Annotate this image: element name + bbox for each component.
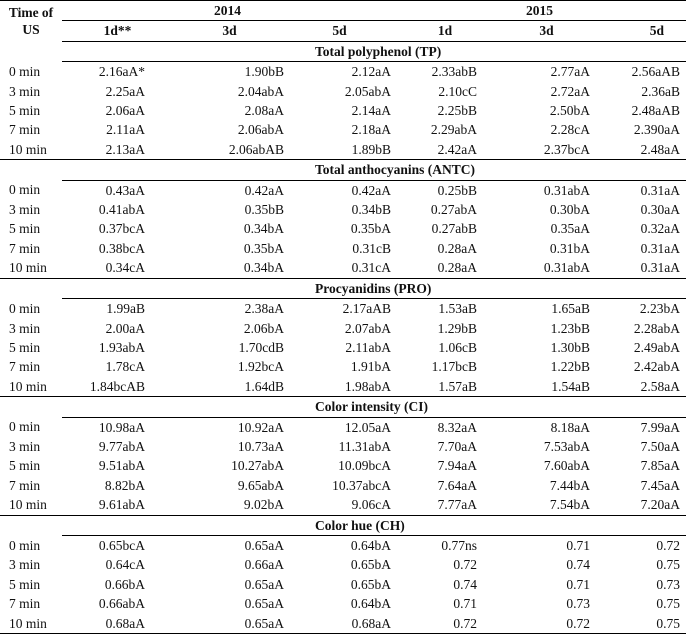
section-title: Total polyphenol (TP) [62, 41, 686, 61]
section-spacer [0, 397, 62, 417]
day-header: 3d [497, 21, 596, 41]
time-cell: 5 min [9, 458, 41, 474]
value-cell: 0.72 [393, 614, 497, 634]
value-cell: 2.16aA* [98, 64, 145, 80]
time-cell: 5 min [9, 576, 41, 592]
value-cell: 0.72 [656, 537, 680, 553]
value-cell: 0.65aA [173, 614, 286, 634]
section-title: Color hue (CH) [62, 515, 686, 535]
value-cell: 9.51abA [98, 458, 145, 474]
value-cell: 1.91bA [350, 359, 391, 375]
section-title: Total anthocyanins (ANTC) [62, 160, 686, 180]
value-cell: 2.50bA [549, 103, 590, 119]
value-cell: 0.31abA [543, 260, 590, 276]
table-row [0, 101, 686, 120]
value-cell: 1.06cB [438, 339, 477, 355]
section-header-row [0, 160, 686, 180]
value-cell: 9.65abA [237, 477, 284, 493]
time-cell: 7 min [9, 240, 41, 256]
value-cell: 2.12aA [351, 64, 391, 80]
value-cell: 0.72 [453, 557, 477, 573]
value-cell: 2.28cA [550, 122, 590, 138]
day-header: 5d [596, 21, 686, 41]
section-title: Procyanidins (PRO) [62, 278, 686, 298]
table-row [0, 417, 686, 437]
value-cell: 1.23bB [550, 320, 590, 336]
value-cell: 2.48aA [640, 141, 680, 157]
value-cell: 0.31bA [549, 240, 590, 256]
value-cell: 2.72aA [550, 83, 590, 99]
value-cell: 0.35aA [550, 221, 590, 237]
value-cell: 1.17bcB [431, 359, 477, 375]
table-row [0, 555, 686, 574]
value-cell: 0.34bA [243, 260, 284, 276]
value-cell: 0.71 [566, 576, 590, 592]
table-row [0, 219, 686, 238]
value-cell: 0.75 [596, 614, 686, 634]
value-cell: 7.85aA [640, 458, 680, 474]
value-cell: 11.31abA [338, 438, 391, 454]
value-cell: 2.04abA [237, 83, 284, 99]
table-row [0, 437, 686, 456]
value-cell: 0.31abA [543, 182, 590, 198]
time-cell: 3 min [9, 83, 41, 99]
value-cell: 0.75 [656, 557, 680, 573]
value-cell: 1.22bB [550, 359, 590, 375]
year-2015-header: 2015 [393, 1, 686, 22]
table-row [0, 495, 686, 515]
table-row [0, 120, 686, 139]
value-cell: 7.50aA [640, 438, 680, 454]
value-cell: 0.35bB [244, 202, 284, 218]
value-cell: 0.34bB [351, 202, 391, 218]
value-cell: 2.23bA [639, 301, 680, 317]
time-cell: 0 min [9, 419, 41, 435]
value-cell: 8.82bA [104, 477, 145, 493]
time-cell: 0 min [9, 182, 41, 198]
table-row [0, 476, 686, 495]
value-cell: 0.31aA [640, 182, 680, 198]
table-row [0, 140, 686, 160]
value-cell: 2.49abA [633, 339, 680, 355]
table-row [0, 594, 686, 613]
value-cell: 1.30bB [550, 339, 590, 355]
value-cell: 2.37bcA [543, 141, 590, 157]
value-cell: 7.64aA [437, 477, 477, 493]
value-cell: 2.06abAB [228, 141, 284, 157]
value-cell: 0.65aA [244, 537, 284, 553]
table-row [0, 239, 686, 258]
value-cell: 0.75 [656, 596, 680, 612]
time-cell: 7 min [9, 122, 41, 138]
time-cell: 3 min [9, 557, 41, 573]
value-cell: 0.71 [566, 537, 590, 553]
value-cell: 0.30aA [640, 202, 680, 218]
value-cell: 2.18aA [351, 122, 391, 138]
section-header-row [0, 515, 686, 535]
table-row [0, 456, 686, 475]
section-spacer [0, 515, 62, 535]
value-cell: 7.20aA [640, 497, 680, 513]
day-header: 3d [173, 21, 286, 41]
value-cell: 0.42aA [244, 182, 284, 198]
value-cell: 0.68aA [286, 614, 393, 634]
value-cell: 1.93abA [98, 339, 145, 355]
value-cell: 2.42aA [437, 141, 477, 157]
value-cell: 0.71 [453, 596, 477, 612]
time-cell: 10 min [9, 378, 47, 394]
value-cell: 0.41abA [98, 202, 145, 218]
table-row [0, 299, 686, 319]
value-cell: 2.42abA [633, 359, 680, 375]
value-cell: 0.74 [566, 557, 590, 573]
value-cell: 8.32aA [437, 419, 477, 435]
table-row [0, 62, 686, 82]
value-cell: 0.65bcA [98, 537, 145, 553]
day-header: 5d [286, 21, 393, 41]
value-cell: 7.44bA [549, 477, 590, 493]
time-cell: 5 min [9, 339, 41, 355]
value-cell: 7.60abA [543, 458, 590, 474]
value-cell: 8.18aA [550, 419, 590, 435]
value-cell: 1.89bB [351, 141, 391, 157]
value-cell: 9.61abA [98, 497, 145, 513]
day-header: 1d** [62, 21, 173, 41]
value-cell: 1.29bB [437, 320, 477, 336]
value-cell: 0.31cA [351, 260, 391, 276]
value-cell: 0.35bA [350, 221, 391, 237]
time-cell: 7 min [9, 477, 41, 493]
value-cell: 0.65bA [350, 576, 391, 592]
time-cell: 3 min [9, 202, 41, 218]
value-cell: 1.70cdB [238, 339, 284, 355]
value-cell: 2.77aA [550, 64, 590, 80]
value-cell: 2.25aA [105, 83, 145, 99]
time-cell: 3 min [9, 320, 41, 336]
table-row [0, 575, 686, 594]
value-cell: 0.65aA [244, 596, 284, 612]
value-cell: 2.08aA [244, 103, 284, 119]
value-cell: 1.64dB [244, 378, 284, 394]
value-cell: 0.73 [656, 576, 680, 592]
value-cell: 1.65aB [551, 301, 590, 317]
value-cell: 1.99aB [106, 301, 145, 317]
value-cell: 2.390aA [633, 122, 680, 138]
value-cell: 2.06abA [237, 122, 284, 138]
value-cell: 0.74 [453, 576, 477, 592]
value-cell: 0.31aA [640, 260, 680, 276]
table-row [0, 535, 686, 555]
table-row [0, 338, 686, 357]
value-cell: 2.48aAB [631, 103, 680, 119]
table-row [0, 614, 686, 634]
table-row [0, 180, 686, 200]
value-cell: 0.65bA [350, 557, 391, 573]
time-cell: 3 min [9, 438, 41, 454]
time-cell: 5 min [9, 103, 41, 119]
value-cell: 0.77ns [441, 537, 477, 553]
time-cell: 5 min [9, 221, 41, 237]
time-cell: 10 min [9, 260, 47, 276]
value-cell: 0.43aA [105, 182, 145, 198]
value-cell: 0.31aA [640, 240, 680, 256]
value-cell: 1.92bcA [237, 359, 284, 375]
day-header: 1d [393, 21, 497, 41]
value-cell: 0.64bA [350, 537, 391, 553]
time-cell: 7 min [9, 596, 41, 612]
section-spacer [0, 160, 62, 180]
value-cell: 0.35bA [243, 240, 284, 256]
time-cell: 7 min [9, 359, 41, 375]
value-cell: 7.53abA [543, 438, 590, 454]
time-cell: 0 min [9, 537, 41, 553]
value-cell: 2.06aA [105, 103, 145, 119]
value-cell: 0.42aA [351, 182, 391, 198]
value-cell: 10.98aA [98, 419, 145, 435]
value-cell: 0.31cB [352, 240, 391, 256]
value-cell: 1.90bB [244, 64, 284, 80]
value-cell: 7.94aA [437, 458, 477, 474]
value-cell: 1.84bcAB [89, 378, 145, 394]
table-row [0, 357, 686, 376]
value-cell: 0.30bA [549, 202, 590, 218]
value-cell: 2.07abA [344, 320, 391, 336]
year-2014-header: 2014 [62, 1, 393, 22]
table-row [0, 319, 686, 338]
day-header-row [0, 21, 686, 41]
value-cell: 0.34cA [105, 260, 145, 276]
value-cell: 9.02bA [243, 497, 284, 513]
value-cell: 1.54aB [551, 378, 590, 394]
value-cell: 0.65aA [244, 576, 284, 592]
section-header-row [0, 278, 686, 298]
section-header-row [0, 397, 686, 417]
time-cell: 10 min [0, 614, 62, 634]
value-cell: 0.68aA [62, 614, 173, 634]
value-cell: 2.14aA [351, 103, 391, 119]
value-cell: 2.29abA [430, 122, 477, 138]
value-cell: 2.38aA [244, 301, 284, 317]
section-spacer [0, 278, 62, 298]
value-cell: 0.64bA [350, 596, 391, 612]
value-cell: 2.33abB [431, 64, 477, 80]
table-body [0, 41, 686, 633]
table-row [0, 377, 686, 397]
value-cell: 0.72 [497, 614, 596, 634]
value-cell: 0.34bA [243, 221, 284, 237]
value-cell: 7.99aA [640, 419, 680, 435]
value-cell: 0.38bcA [98, 240, 145, 256]
value-cell: 2.36aB [641, 83, 680, 99]
value-cell: 10.73aA [237, 438, 284, 454]
value-cell: 2.05abA [344, 83, 391, 99]
value-cell: 10.37abcA [332, 477, 391, 493]
value-cell: 0.27abA [430, 202, 477, 218]
value-cell: 2.00aA [105, 320, 145, 336]
value-cell: 0.64cA [105, 557, 145, 573]
value-cell: 2.10cC [438, 83, 477, 99]
value-cell: 2.13aA [105, 141, 145, 157]
value-cell: 1.53aB [438, 301, 477, 317]
value-cell: 0.66abA [98, 596, 145, 612]
value-cell: 2.28abA [633, 320, 680, 336]
value-cell: 0.66aA [244, 557, 284, 573]
value-cell: 2.25bB [437, 103, 477, 119]
value-cell: 9.06cA [351, 497, 391, 513]
value-cell: 2.11abA [345, 339, 391, 355]
section-header-row [0, 41, 686, 61]
value-cell: 10.09bcA [338, 458, 391, 474]
time-cell: 10 min [9, 141, 47, 157]
table-row [0, 82, 686, 101]
section-title: Color intensity (CI) [62, 397, 686, 417]
value-cell: 9.77abA [98, 438, 145, 454]
value-cell: 1.78cA [105, 359, 145, 375]
value-cell: 2.11aA [106, 122, 145, 138]
value-cell: 2.17aAB [342, 301, 391, 317]
value-cell: 0.32aA [640, 221, 680, 237]
time-cell: 10 min [9, 497, 47, 513]
value-cell: 10.27abA [231, 458, 284, 474]
value-cell: 0.27abB [431, 221, 477, 237]
time-cell: 0 min [9, 63, 41, 79]
table-row [0, 200, 686, 219]
value-cell: 1.57aB [438, 378, 477, 394]
value-cell: 0.66bA [104, 576, 145, 592]
value-cell: 0.28aA [437, 240, 477, 256]
year-header-row [0, 1, 686, 22]
value-cell: 0.37bcA [98, 221, 145, 237]
value-cell: 2.06bA [243, 320, 284, 336]
value-cell: 1.98abA [344, 378, 391, 394]
value-cell: 0.28aA [437, 260, 477, 276]
time-cell: 0 min [9, 300, 41, 316]
value-cell: 7.45aA [640, 477, 680, 493]
value-cell: 12.05aA [344, 419, 391, 435]
value-cell: 7.54bA [549, 497, 590, 513]
value-cell: 7.77aA [437, 497, 477, 513]
value-cell: 2.56aAB [631, 64, 680, 80]
value-cell: 10.92aA [237, 419, 284, 435]
value-cell: 0.73 [566, 596, 590, 612]
value-cell: 7.70aA [437, 438, 477, 454]
section-spacer [0, 41, 62, 61]
value-cell: 0.25bB [437, 182, 477, 198]
value-cell: 2.58aA [640, 378, 680, 394]
time-of-us-header: Time of US [0, 1, 62, 42]
table-row [0, 258, 686, 278]
